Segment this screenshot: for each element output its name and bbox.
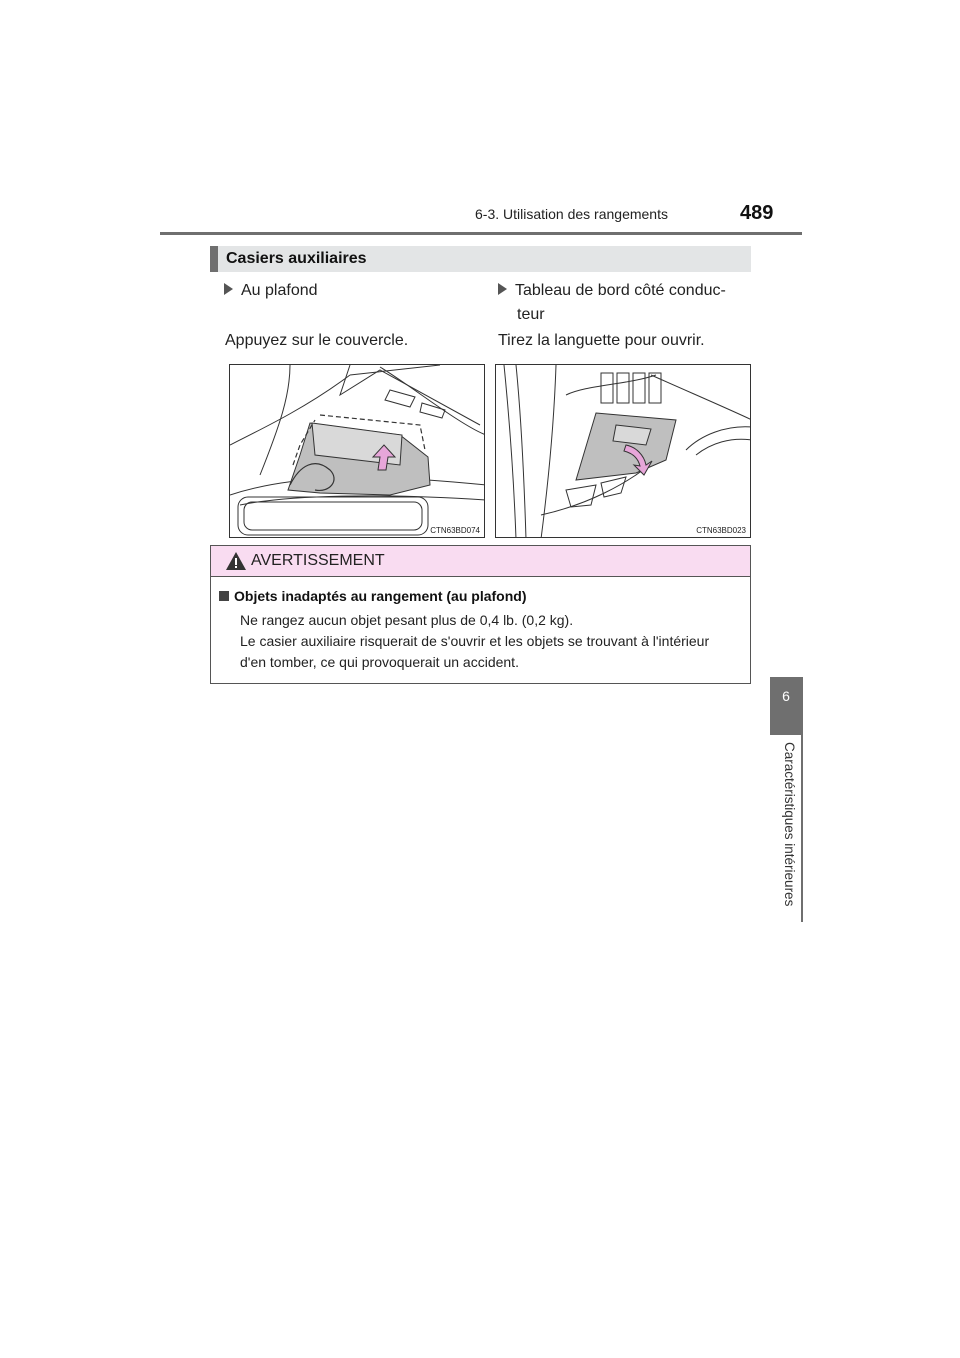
ceiling-box-illustration xyxy=(230,365,485,538)
chapter-title: Caractéristiques intérieures xyxy=(782,742,797,907)
triangle-bullet-icon xyxy=(498,283,507,295)
figure-dashboard-box xyxy=(495,364,751,538)
warning-line-1: Ne rangez aucun objet pesant plus de 0,4 lb. (0,2 kg). xyxy=(240,612,574,628)
instruction-dashboard: Tirez la languette pour ouvrir. xyxy=(498,332,705,349)
warning-triangle-icon xyxy=(225,551,247,571)
page-number: 489 xyxy=(740,202,774,224)
figure-code: CTN63BD074 xyxy=(430,526,480,535)
bullet-dashboard-text-1: Tableau de bord côté conduc- xyxy=(515,282,726,299)
warning-line-3: d'en tomber, ce qui provoquerait un accident. xyxy=(240,654,519,670)
warning-subtitle-text: Objets inadaptés au rangement (au plafond) xyxy=(234,588,527,604)
header-rule xyxy=(160,232,802,235)
chapter-tab-line xyxy=(801,677,803,922)
chapter-tab xyxy=(770,677,802,735)
section-heading-text: Casiers auxiliaires xyxy=(226,250,367,267)
running-header-section: 6-3. Utilisation des rangements xyxy=(475,206,668,222)
chapter-number: 6 xyxy=(782,688,790,704)
dashboard-box-illustration xyxy=(496,365,751,538)
warning-subtitle xyxy=(219,588,526,604)
bullet-dashboard-text-2: teur xyxy=(517,306,545,323)
warning-title: AVERTISSEMENT xyxy=(251,552,385,569)
figure-code: CTN63BD023 xyxy=(696,526,746,535)
warning-body xyxy=(240,610,745,673)
warning-header xyxy=(211,546,750,577)
triangle-bullet-icon xyxy=(224,283,233,295)
bullet-ceiling xyxy=(224,279,318,303)
section-heading xyxy=(210,246,751,272)
square-bullet-icon xyxy=(219,591,229,601)
instruction-ceiling: Appuyez sur le couvercle. xyxy=(225,332,409,349)
bullet-ceiling-text: Au plafond xyxy=(241,282,318,299)
warning-box xyxy=(210,545,751,684)
figure-ceiling-box xyxy=(229,364,485,538)
warning-line-2: Le casier auxiliaire risquerait de s'ouvrir et les objets se trouvant à l'intérieur xyxy=(240,633,710,649)
bullet-dashboard xyxy=(498,279,754,327)
